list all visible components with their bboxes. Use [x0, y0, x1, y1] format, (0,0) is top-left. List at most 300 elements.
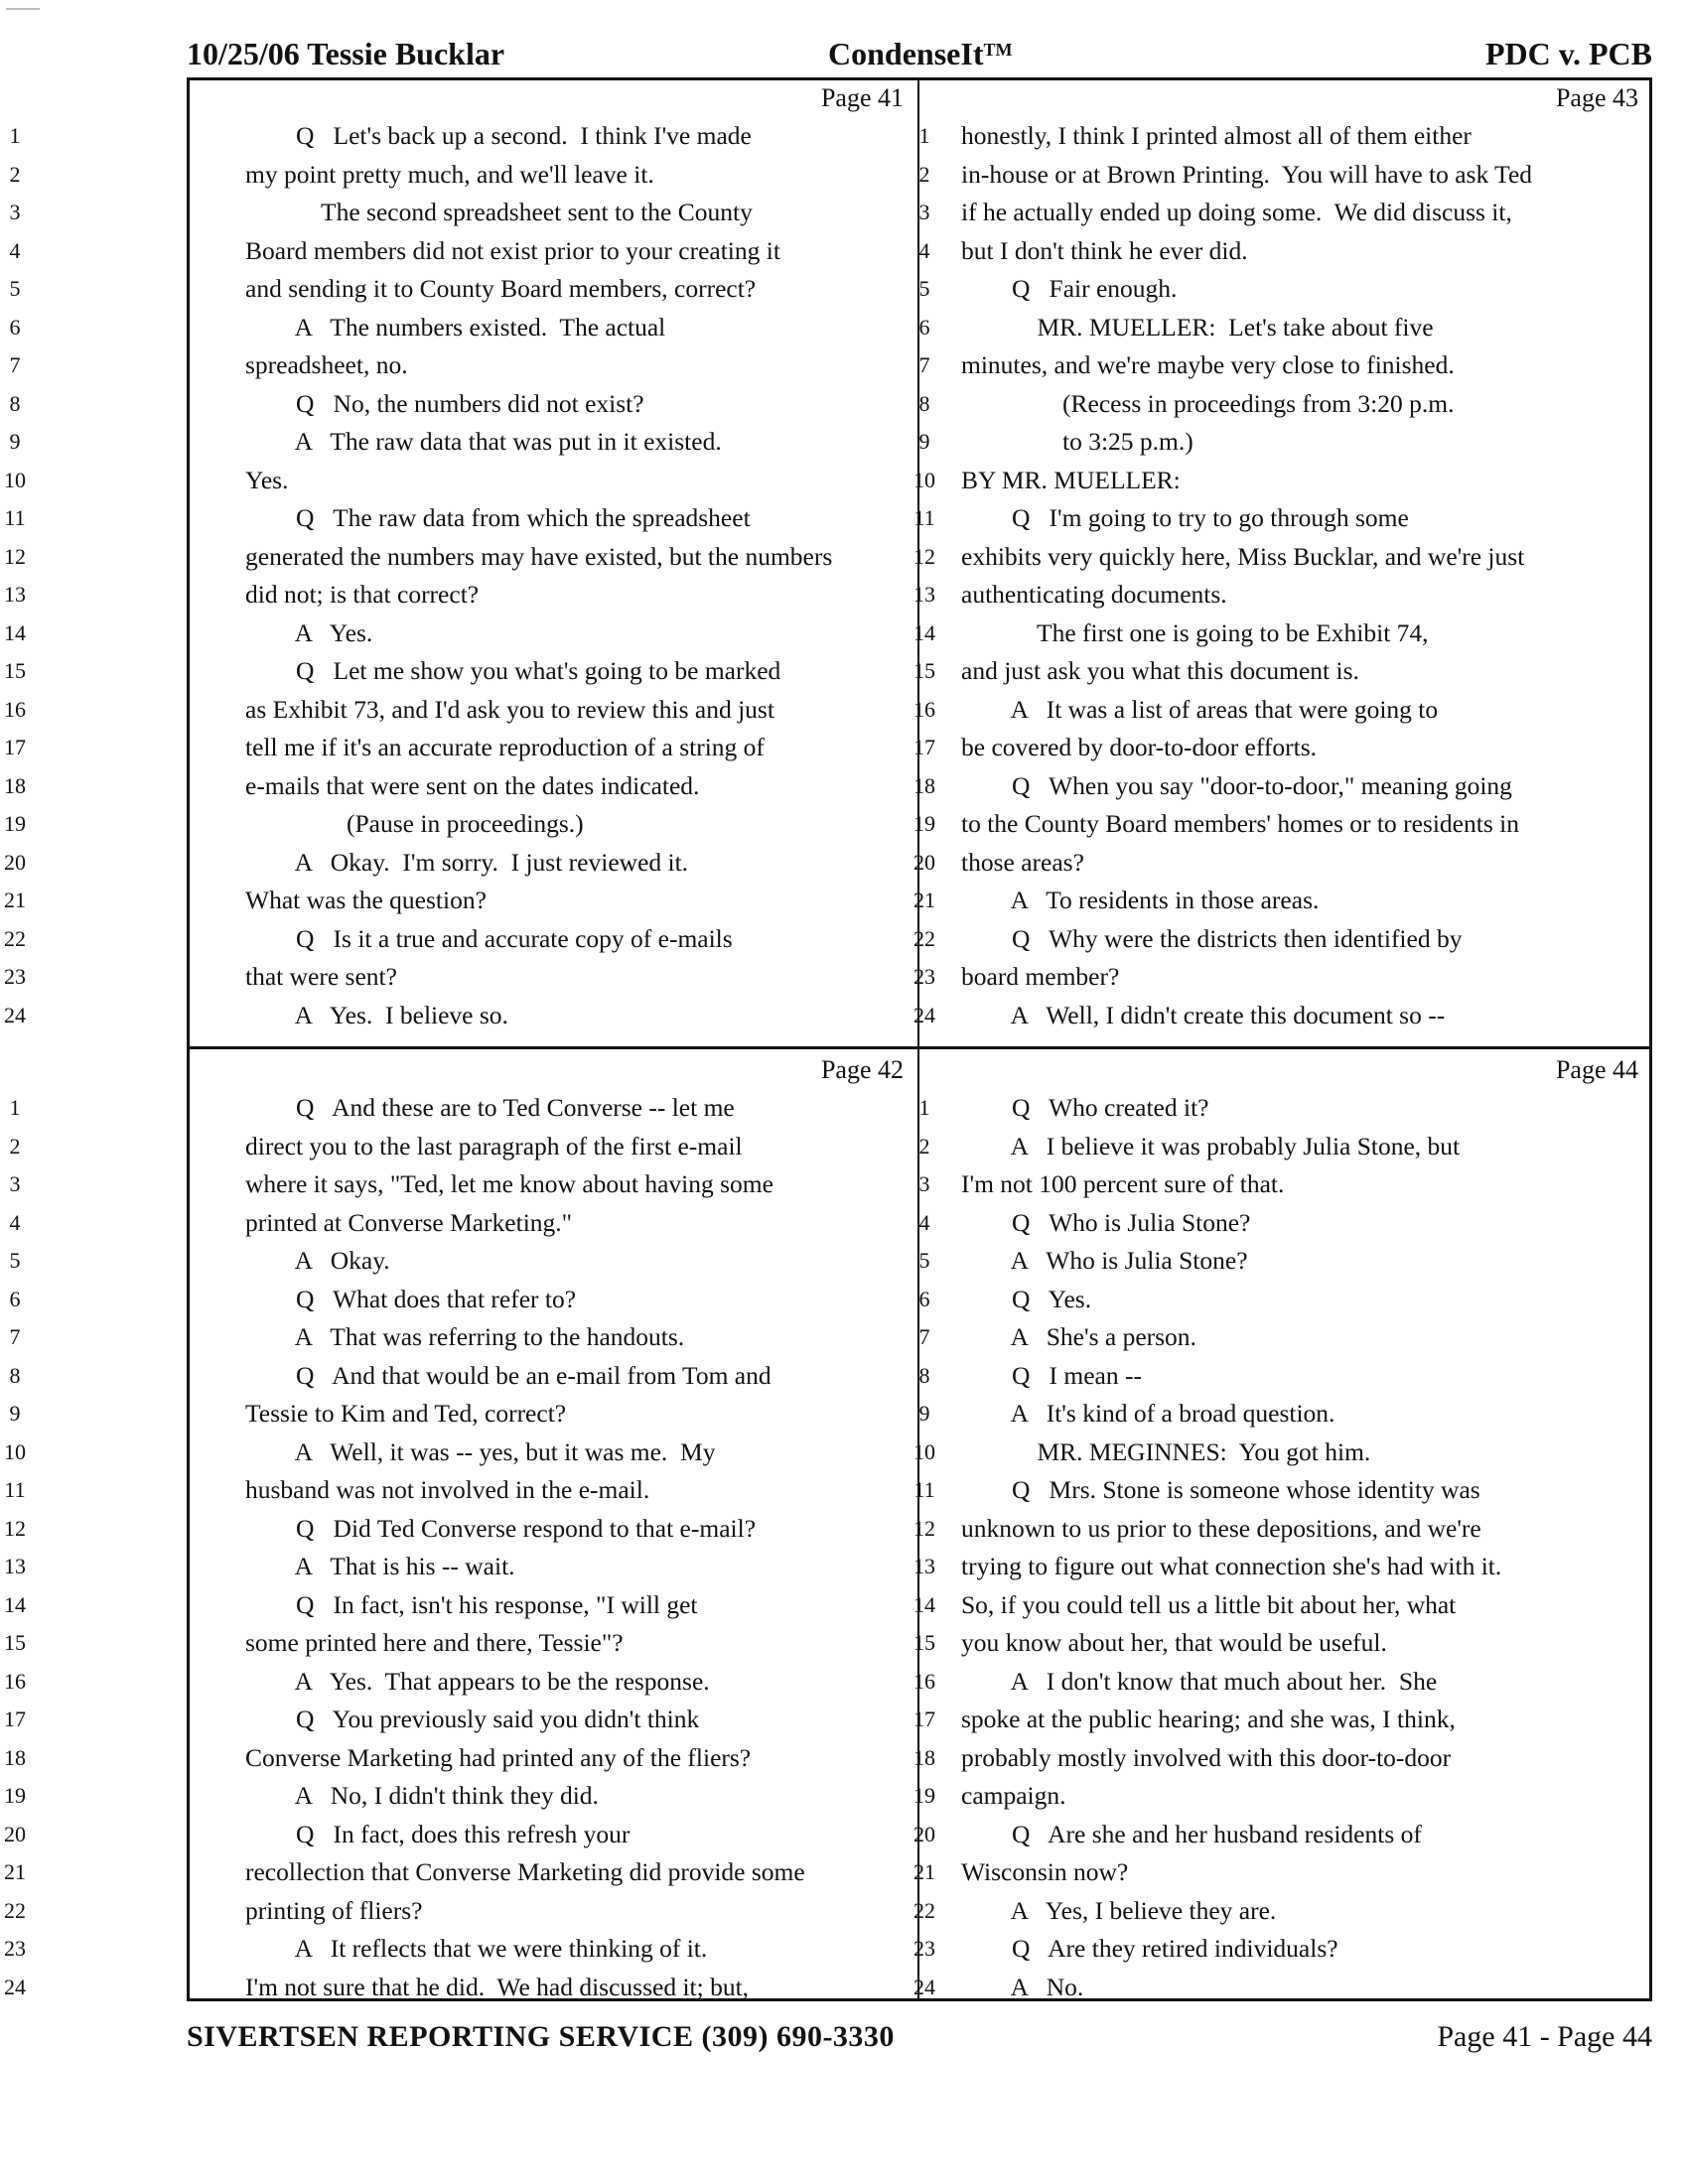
- line-number: 14: [4, 1591, 26, 1617]
- line-text: A That is his -- wait.: [245, 1552, 515, 1580]
- line-number: 20: [913, 1821, 935, 1846]
- transcript-line: [910, 1892, 1652, 1931]
- transcript-line: [910, 1281, 1652, 1319]
- line-text: e-mails that were sent on the dates indicated.: [245, 770, 700, 800]
- line-number: 19: [4, 811, 26, 836]
- transcript-line: [910, 156, 1652, 195]
- line-text: Q Yes.: [961, 1284, 1092, 1313]
- transcript-lines: [4, 117, 917, 1034]
- line-text: spreadsheet, no.: [245, 350, 408, 379]
- line-number: 4: [9, 237, 21, 263]
- line-number: 9: [9, 1401, 21, 1426]
- transcript-line: [910, 1586, 1652, 1625]
- transcript-line: [0, 1739, 917, 1778]
- transcript-line: [0, 576, 917, 614]
- transcript-line: [910, 232, 1652, 271]
- line-text: Q In fact, isn't his response, "I will get: [245, 1589, 698, 1619]
- line-number: 21: [913, 887, 935, 912]
- transcript-line: [0, 1318, 917, 1357]
- transcript-line: [0, 805, 917, 844]
- transcript-line: [910, 309, 1652, 347]
- line-text: Q The raw data from which the spreadsheet: [245, 503, 751, 532]
- transcript-line: [910, 1816, 1652, 1854]
- line-number: 12: [913, 543, 935, 569]
- transcript-line: [910, 1701, 1652, 1739]
- transcript-line: [910, 882, 1652, 920]
- transcript-line: [0, 462, 917, 500]
- line-text: minutes, and we're maybe very close to finished.: [961, 350, 1455, 379]
- transcript-line: [910, 270, 1652, 309]
- line-text: and just ask you what this document is.: [961, 656, 1359, 685]
- transcript-line: [910, 1318, 1652, 1357]
- line-number: 8: [9, 390, 21, 416]
- transcript-line: [910, 767, 1652, 806]
- transcript-line: [0, 844, 917, 883]
- line-text: Tessie to Kim and Ted, correct?: [245, 1399, 567, 1428]
- line-number: 6: [9, 314, 21, 340]
- transcript-line: [0, 1777, 917, 1816]
- transcript-line: [0, 1471, 917, 1510]
- line-number: 22: [913, 1897, 935, 1923]
- line-text: A Yes. That appears to be the response.: [245, 1666, 710, 1696]
- line-text: A Yes.: [245, 617, 373, 647]
- transcript-line: [910, 1204, 1652, 1243]
- line-text: I'm not sure that he did. We had discussed it; but,: [245, 1972, 750, 2001]
- line-text: Q When you say "door-to-door," meaning going: [961, 770, 1512, 800]
- line-number: 18: [913, 772, 935, 798]
- transcript-line: [910, 499, 1652, 538]
- line-number: 16: [4, 696, 26, 722]
- line-text: A It's kind of a broad question.: [961, 1399, 1335, 1428]
- line-text: Wisconsin now?: [961, 1857, 1129, 1886]
- transcript-line: [910, 1930, 1652, 1969]
- line-text: A I believe it was probably Julia Stone, but: [961, 1131, 1461, 1160]
- line-number: 1: [9, 1095, 21, 1120]
- line-number: 3: [918, 200, 930, 224]
- transcript-line: [910, 1128, 1652, 1166]
- line-text: A It was a list of areas that were going to: [961, 694, 1439, 724]
- header-date-witness: 10/25/06 Tessie Bucklar: [187, 36, 505, 71]
- line-number: 11: [913, 505, 935, 530]
- line-text: and sending it to County Board members, correct?: [245, 274, 757, 303]
- transcript-line: [0, 920, 917, 959]
- line-number: 13: [913, 1554, 935, 1578]
- line-text: exhibits very quickly here, Miss Bucklar, and we're just: [961, 541, 1525, 571]
- line-number: 9: [918, 429, 930, 454]
- line-number: 10: [4, 1438, 26, 1464]
- line-number: 13: [4, 582, 26, 607]
- line-text: authenticating documents.: [961, 580, 1227, 609]
- line-text: Q Is it a true and accurate copy of e-mails: [245, 923, 733, 953]
- line-text: Q And these are to Ted Converse -- let me: [245, 1093, 735, 1122]
- line-number: 4: [918, 1209, 930, 1235]
- line-text: honestly, I think I printed almost all of them either: [961, 121, 1472, 150]
- line-number: 3: [9, 200, 21, 224]
- transcript-line: [910, 1165, 1652, 1204]
- line-number: 18: [913, 1744, 935, 1770]
- line-number: 2: [918, 161, 930, 187]
- transcript-line: [910, 805, 1652, 844]
- transcript-page: [913, 77, 1652, 1049]
- transcript-line: [910, 346, 1652, 385]
- transcript-line: [0, 499, 917, 538]
- line-text: Q Who is Julia Stone?: [961, 1207, 1251, 1237]
- line-text: Q No, the numbers did not exist?: [245, 388, 644, 418]
- line-text: Q What does that refer to?: [245, 1284, 577, 1313]
- line-text: Q I'm going to try to go through some: [961, 503, 1409, 532]
- transcript-line: [0, 538, 917, 577]
- transcript-line: [0, 1701, 917, 1739]
- transcript-lines: [913, 117, 1652, 1034]
- line-text: Q Are they retired individuals?: [961, 1934, 1338, 1963]
- line-text: Q Did Ted Converse respond to that e-mail?: [245, 1513, 757, 1543]
- transcript-line: [910, 920, 1652, 959]
- line-number: 10: [913, 1438, 935, 1464]
- line-number: 19: [913, 1783, 935, 1808]
- line-text: MR. MEGINNES: You got him.: [961, 1436, 1371, 1466]
- transcript-line: [0, 1089, 917, 1128]
- line-text: you know about her, that would be useful.: [961, 1628, 1387, 1657]
- line-text: A Okay. I'm sorry. I just reviewed it.: [245, 847, 689, 877]
- line-number: 13: [913, 582, 935, 607]
- line-number: 12: [4, 1515, 26, 1541]
- transcript-line: [0, 346, 917, 385]
- line-number: 8: [918, 390, 930, 416]
- transcript-line: [910, 614, 1652, 653]
- line-number: 15: [4, 1630, 26, 1655]
- line-number: 11: [4, 1477, 26, 1502]
- transcript-line: [910, 194, 1652, 232]
- transcript-line: [0, 882, 917, 920]
- line-text: my point pretty much, and we'll leave it.: [245, 159, 654, 189]
- line-text: The second spreadsheet sent to the County: [245, 198, 753, 226]
- line-number: 20: [4, 849, 26, 875]
- line-text: some printed here and there, Tessie"?: [245, 1628, 624, 1657]
- line-number: 23: [4, 964, 26, 989]
- line-text: A No.: [961, 1972, 1084, 2001]
- line-text: Q In fact, does this refresh your: [245, 1819, 631, 1848]
- line-number: 18: [4, 1744, 26, 1770]
- transcript-line: [0, 1816, 917, 1854]
- line-number: 13: [4, 1554, 26, 1578]
- line-text: campaign.: [961, 1781, 1066, 1810]
- line-number: 14: [913, 619, 935, 645]
- transcript-line: [910, 576, 1652, 614]
- transcript-line: [910, 1089, 1652, 1128]
- line-number: 14: [913, 1591, 935, 1617]
- transcript-line: [910, 1471, 1652, 1510]
- transcript-line: [910, 1663, 1652, 1702]
- line-text: The first one is going to be Exhibit 74,: [961, 617, 1429, 647]
- line-number: 5: [9, 1248, 21, 1273]
- transcript-line: [910, 538, 1652, 577]
- transcript-line: [910, 652, 1652, 691]
- line-number: 22: [4, 925, 26, 951]
- line-number: 4: [9, 1209, 21, 1235]
- transcript-line: [0, 1930, 917, 1969]
- transcript-lines: [913, 1089, 1652, 2006]
- line-number: 23: [913, 964, 935, 989]
- line-number: 24: [4, 1974, 26, 1999]
- line-number: 5: [918, 1248, 930, 1273]
- line-text: those areas?: [961, 847, 1084, 877]
- line-number: 5: [918, 276, 930, 301]
- line-text: spoke at the public hearing; and she was, I think,: [961, 1705, 1456, 1733]
- line-number: 1: [9, 123, 21, 148]
- line-number: 12: [913, 1515, 935, 1541]
- line-number: 2: [918, 1133, 930, 1159]
- transcript-line: [0, 1892, 917, 1931]
- transcript-line: [0, 1165, 917, 1204]
- transcript-line: [0, 1969, 917, 2007]
- line-text: if he actually ended up doing some. We did discuss it,: [961, 198, 1512, 226]
- line-number: 20: [913, 849, 935, 875]
- line-text: direct you to the last paragraph of the first e-mail: [245, 1131, 743, 1160]
- page-label: Page 41: [820, 83, 904, 112]
- line-text: probably mostly involved with this door-to-door: [961, 1742, 1452, 1772]
- line-number: 2: [9, 1133, 21, 1159]
- line-text: MR. MUELLER: Let's take about five: [961, 312, 1434, 341]
- line-text: trying to figure out what connection she's had with it.: [961, 1552, 1502, 1580]
- line-number: 1: [918, 1095, 930, 1120]
- transcript-lines: [4, 1089, 917, 2006]
- transcript-line: [0, 997, 917, 1035]
- line-text: Board members did not exist prior to your creating it: [245, 235, 780, 265]
- transcript-line: [910, 1357, 1652, 1396]
- page-label: Page 42: [820, 1055, 904, 1084]
- line-text: A It reflects that we were thinking of it.: [245, 1934, 708, 1963]
- line-text: recollection that Converse Marketing did provide some: [245, 1857, 805, 1886]
- footer-reporting-service: SIVERTSEN REPORTING SERVICE (309) 690-3330: [187, 2020, 895, 2053]
- line-text: Q Are she and her husband residents of: [961, 1819, 1422, 1848]
- line-text: to the County Board members' homes or to residents in: [961, 809, 1519, 838]
- line-number: 3: [918, 1171, 930, 1196]
- line-number: 7: [9, 1324, 21, 1349]
- transcript-page: [4, 1049, 919, 2001]
- transcript-line: [910, 729, 1652, 767]
- line-text: printing of fliers?: [245, 1895, 423, 1925]
- line-number: 17: [913, 735, 935, 759]
- transcript-line: [0, 691, 917, 730]
- line-text: be covered by door-to-door efforts.: [961, 733, 1318, 761]
- transcript-line: [0, 1853, 917, 1892]
- line-text: BY MR. MUELLER:: [961, 465, 1181, 494]
- transcript-line: [0, 729, 917, 767]
- line-number: 21: [4, 1859, 26, 1884]
- line-text: tell me if it's an accurate reproduction of a string of: [245, 733, 765, 761]
- transcript-line: [910, 1395, 1652, 1433]
- line-text: A Yes. I believe so.: [245, 1000, 508, 1029]
- transcript-line: [910, 1548, 1652, 1586]
- line-number: 21: [913, 1859, 935, 1884]
- transcript-line: [0, 767, 917, 806]
- line-text: Converse Marketing had printed any of the fliers?: [245, 1742, 752, 1772]
- line-text: A I don't know that much about her. She: [961, 1666, 1438, 1696]
- transcript-line: [0, 385, 917, 424]
- line-text: in-house or at Brown Printing. You will have to ask Ted: [961, 159, 1533, 189]
- line-text: A Well, I didn't create this document so --: [961, 1000, 1446, 1029]
- line-text: A Yes, I believe they are.: [961, 1895, 1277, 1925]
- transcript-line: [910, 1969, 1652, 2007]
- transcript-line: [910, 385, 1652, 424]
- transcript-line: [0, 1586, 917, 1625]
- transcript-line: [0, 156, 917, 195]
- transcript-line: [0, 1663, 917, 1702]
- page-label: Page 44: [1555, 1055, 1638, 1084]
- line-number: 17: [4, 1706, 26, 1731]
- line-text: So, if you could tell us a little bit about her, what: [961, 1589, 1457, 1619]
- line-text: did not; is that correct?: [245, 580, 480, 609]
- transcript-line: [910, 423, 1652, 462]
- line-text: Q You previously said you didn't think: [245, 1705, 700, 1733]
- transcript-line: [0, 1281, 917, 1319]
- transcript-line: [0, 1128, 917, 1166]
- line-number: 3: [9, 1171, 21, 1196]
- line-number: 16: [913, 1668, 935, 1694]
- line-text: generated the numbers may have existed, but the numbers: [245, 541, 833, 571]
- line-number: 12: [4, 543, 26, 569]
- transcript-line: [910, 1433, 1652, 1472]
- line-text: A The raw data that was put in it existed.: [245, 427, 722, 456]
- scan-mark: [6, 8, 40, 10]
- transcript-line: [910, 1739, 1652, 1778]
- transcript-line: [0, 423, 917, 462]
- line-number: 7: [918, 1324, 930, 1349]
- transcript-line: [0, 958, 917, 997]
- line-text: A Who is Julia Stone?: [961, 1246, 1248, 1275]
- line-number: 11: [913, 1477, 935, 1502]
- line-text: A To residents in those areas.: [961, 886, 1320, 914]
- line-text: Q Fair enough.: [961, 274, 1178, 303]
- transcript-line: [0, 1242, 917, 1281]
- transcript-line: [910, 691, 1652, 730]
- transcript-line: [0, 270, 917, 309]
- line-number: 2: [9, 161, 21, 187]
- line-text: that were sent?: [245, 962, 397, 991]
- line-text: A Okay.: [245, 1246, 390, 1275]
- line-number: 10: [4, 467, 26, 492]
- line-number: 9: [918, 1401, 930, 1426]
- line-number: 22: [4, 1897, 26, 1923]
- transcript-line: [0, 1204, 917, 1243]
- transcript-page: [4, 77, 919, 1049]
- transcript-line: [910, 1242, 1652, 1281]
- line-number: 7: [918, 352, 930, 377]
- transcript-line: [0, 1433, 917, 1472]
- line-text: unknown to us prior to these depositions, and we're: [961, 1513, 1481, 1543]
- line-number: 15: [913, 658, 935, 683]
- line-number: 15: [913, 1630, 935, 1655]
- line-text: (Pause in proceedings.): [245, 809, 584, 838]
- line-number: 11: [4, 505, 26, 530]
- transcript-line: [0, 117, 917, 156]
- line-number: 19: [913, 811, 935, 836]
- transcript-line: [0, 1395, 917, 1433]
- transcript-line: [0, 614, 917, 653]
- header-brand: [828, 34, 1012, 73]
- line-number: 8: [918, 1362, 930, 1388]
- transcript-line: [0, 1624, 917, 1663]
- transcript-line: [0, 1357, 917, 1396]
- line-number: 24: [4, 1002, 26, 1027]
- line-text: Q Why were the districts then identified by: [961, 923, 1463, 953]
- line-number: 23: [4, 1936, 26, 1961]
- line-text: Q And that would be an e-mail from Tom and: [245, 1360, 772, 1390]
- line-text: board member?: [961, 962, 1120, 991]
- line-text: husband was not involved in the e-mail.: [245, 1475, 650, 1504]
- line-number: 6: [918, 314, 930, 340]
- line-text: Q Mrs. Stone is someone whose identity was: [961, 1475, 1480, 1504]
- line-number: 14: [4, 619, 26, 645]
- transcript-line: [910, 1624, 1652, 1663]
- header-case-name: PDC v. PCB: [1485, 36, 1652, 71]
- line-number: 10: [913, 467, 935, 492]
- transcript-line: [0, 194, 917, 232]
- line-number: 9: [9, 429, 21, 454]
- line-number: 23: [913, 1936, 935, 1961]
- line-text: Q I mean --: [961, 1360, 1142, 1390]
- transcript-line: [910, 958, 1652, 997]
- line-number: 15: [4, 658, 26, 683]
- line-number: 21: [4, 887, 26, 912]
- transcript-page: [913, 1049, 1652, 2001]
- line-number: 1: [918, 123, 930, 148]
- page-label: Page 43: [1555, 83, 1638, 112]
- transcript-line: [910, 1510, 1652, 1549]
- line-number: 7: [9, 352, 21, 377]
- line-number: 5: [9, 276, 21, 301]
- transcript-line: [910, 844, 1652, 883]
- transcript-line: [910, 1777, 1652, 1816]
- line-text: Q Who created it?: [961, 1093, 1209, 1122]
- line-text: Q Let's back up a second. I think I've made: [245, 121, 752, 150]
- line-number: 17: [913, 1706, 935, 1731]
- transcript-line: [0, 1548, 917, 1586]
- transcript-line: [0, 232, 917, 271]
- line-text: I'm not 100 percent sure of that.: [961, 1169, 1285, 1198]
- line-number: 6: [918, 1286, 930, 1311]
- trademark-mark: TM: [983, 40, 1013, 60]
- line-text: printed at Converse Marketing.": [245, 1207, 573, 1237]
- line-number: 24: [913, 1974, 935, 1999]
- line-number: 19: [4, 1783, 26, 1808]
- line-text: (Recess in proceedings from 3:20 p.m.: [961, 388, 1455, 418]
- line-number: 8: [9, 1362, 21, 1388]
- line-text: A She's a person.: [961, 1322, 1196, 1351]
- line-text: A Well, it was -- yes, but it was me. My: [245, 1436, 716, 1466]
- line-number: 18: [4, 772, 26, 798]
- line-text: A The numbers existed. The actual: [245, 312, 666, 341]
- line-text: A No, I didn't think they did.: [245, 1781, 599, 1810]
- line-text: to 3:25 p.m.): [961, 427, 1193, 456]
- line-number: 16: [913, 696, 935, 722]
- line-text: as Exhibit 73, and I'd ask you to review this and just: [245, 694, 774, 724]
- line-number: 16: [4, 1668, 26, 1694]
- transcript-line: [910, 1853, 1652, 1892]
- transcript-line: [910, 462, 1652, 500]
- line-number: 24: [913, 1002, 935, 1027]
- line-number: 22: [913, 925, 935, 951]
- line-text: Yes.: [245, 465, 289, 494]
- line-text: A That was referring to the handouts.: [245, 1322, 685, 1351]
- transcript-line: [0, 652, 917, 691]
- transcript-line: [910, 117, 1652, 156]
- transcript-line: [0, 1510, 917, 1549]
- line-text: Q Let me show you what's going to be marked: [245, 656, 781, 685]
- transcript-line: [910, 997, 1652, 1035]
- line-text: where it says, "Ted, let me know about having some: [245, 1169, 773, 1198]
- line-number: 4: [918, 237, 930, 263]
